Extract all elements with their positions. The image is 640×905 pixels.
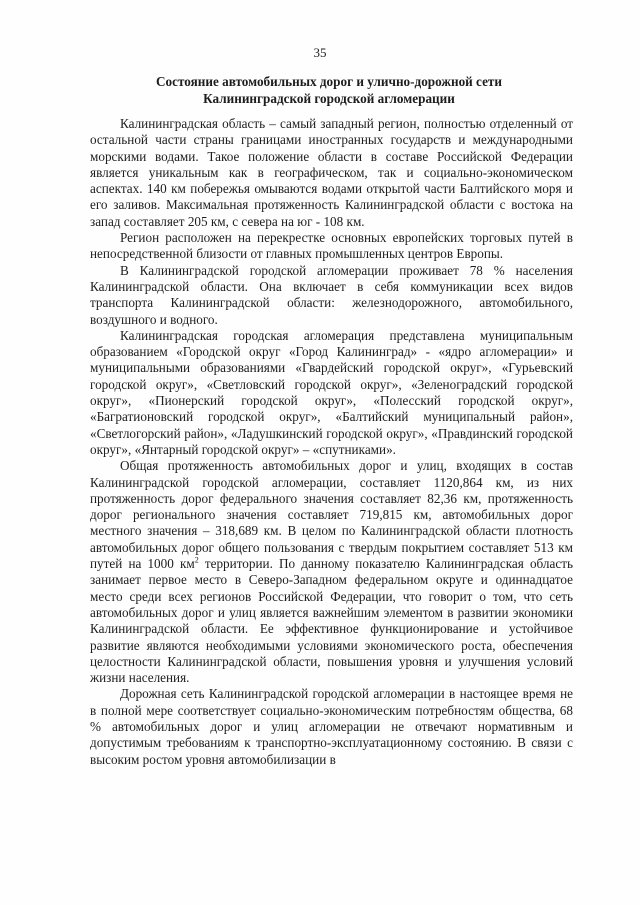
paragraph-location: Калининградская область – самый западный регион, полностью отделенный от остальной части страны границами иностранных государств и международными морскими водами. Такое положение области в составе Российской Федерации является уникальным как в географическом, так и социально-экономическом аспектах. 140 км побережья омываются водами открытой части Балтийского моря и его заливов. Максимальная протяженность Калининградской области с востока на запад составляет 205 км, с севера на юг - 108 км.	[90, 116, 573, 229]
paragraph-road-length	[90, 458, 573, 686]
paragraph-municipalities: Калининградская городская агломерация представлена муниципальным образованием «Городской округ «Город Калининград» - «ядро агломерации» и муниципальными образованиями «Гвардейский городской округ», «Гурьевский городской округ», «Светловский городской округ», «Зеленоградский городской округ», «Пионерский городской округ», «Полесский городской округ», «Багратионовский городской округ», «Балтийский муниципальный район», «Светлогорский район», «Ладушкинский городской округ», «Правдинский городской округ», «Янтарный городской округ» – «спутниками».	[90, 327, 573, 457]
road-length-text-part-1: Общая протяженность автомобильных дорог и улиц, входящих в состав Калининградской городской агломерации, составляет 1120,864 км, из них протяженность дорог федерального значения составляет 82,36 км, протяженность дорог регионального значения составляет 719,815 км, автомобильных дорог местного значения – 318,689 км. В целом по Калининградской области плотность автомобильных дорог общего пользования с твердым покрытием составляет 513 км путей на 1000 км	[90, 458, 573, 572]
superscript-squared: 2	[194, 555, 199, 565]
paragraph-road-condition: Дорожная сеть Калининградской городской агломерации в настоящее время не в полной мере соответствует социально-экономическим потребностям общества, 68 % автомобильных дорог и улиц агломерации не отвечают нормативным и допустимым требованиям к транспортно-эксплуатационному состоянию. В связи с высоким ростом уровня автомобилизации в	[90, 686, 573, 767]
section-title-line-1: Состояние автомобильных дорог и улично-дорожной сети	[156, 74, 502, 89]
section-title-line-2: Калининградской городской агломерации	[203, 90, 455, 106]
body-text	[90, 116, 573, 768]
paragraph-population: В Калининградской городской агломерации проживает 78 % населения Калининградской области. Она включает в себя коммуникации всех видов транспорта Калининградской области: железнодорожного, автомобильного, воздушного и водного.	[90, 262, 573, 327]
road-length-text-part-2: территории. По данному показателю Калининградская область занимает первое место в Северо-Западном федеральном округе и одиннадцатое место среди всех регионов Российской Федерации, что говорит о том, что сеть автомобильных дорог и улиц является важнейшим элементом в развитии экономики Калининградской области. Ее эффективное функционирование и устойчивое развитие являются необходимыми условиями экономического роста, обеспечения целостности Калининградской области, повышения уровня и улучшения условий жизни населения.	[90, 556, 573, 686]
section-title	[90, 74, 568, 107]
page-number: 35	[313, 45, 327, 60]
paragraph-trade-routes: Регион расположен на перекрестке основных европейских торговых путей в непосредственной близости от главных промышленных центров Европы.	[90, 230, 573, 262]
